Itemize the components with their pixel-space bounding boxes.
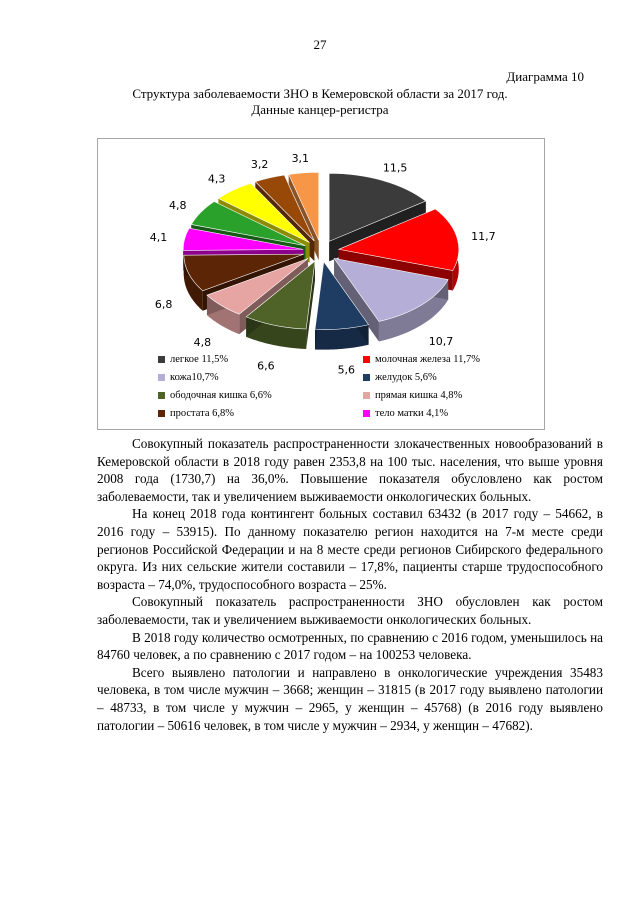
legend-item bbox=[363, 351, 528, 368]
paragraph: Совокупный показатель распространенности злокачественных новообразований в Кемеровской области в 2018 году равен 2353,8 на 100 тыс. населения, что выше уровня 2008 года (1730,7) на 36,0%. Повышение показателя обусловлено как ростом заболеваемости, так и увеличением выживаемости онкологических больных. bbox=[97, 436, 603, 504]
diagram-label: Диаграмма 10 bbox=[506, 69, 584, 84]
legend-swatch bbox=[158, 374, 165, 381]
pie-chart-frame bbox=[97, 138, 545, 430]
legend-swatch bbox=[363, 374, 370, 381]
chart-title-line-2: Данные канцер-регистра bbox=[251, 102, 389, 117]
legend-item bbox=[363, 387, 528, 404]
legend-swatch bbox=[363, 356, 370, 363]
paragraph: На конец 2018 года контингент больных составил 63432 (в 2017 году – 54662, в 2016 году – 53915). По данному показателю регион находится на 7-м месте среди регионов Российской Федерации и на 8 месте среди регионов Сибирского федерального округа. Из них сельские жители составили – 17,8%, пациенты старше трудоспособного возраста – 74,0%, трудоспособного возраста – 25%. bbox=[97, 506, 603, 592]
paragraph: В 2018 году количество осмотренных, по сравнению с 2016 годом, уменьшилось на 84760 человек, а по сравнению с 2017 годом – на 100253 человека. bbox=[97, 629, 603, 663]
legend-item bbox=[158, 405, 363, 422]
pie-data-label: 6,6 bbox=[257, 359, 275, 373]
legend-item bbox=[363, 369, 528, 386]
legend-item bbox=[158, 387, 363, 404]
legend-label: тело матки 4,1% bbox=[375, 408, 449, 419]
legend-swatch bbox=[158, 410, 165, 417]
paragraph: Совокупный показатель распространенности ЗНО обусловлен как ростом заболеваемости, так и увеличением выживаемости онкологических больных. bbox=[97, 594, 603, 627]
legend-swatch bbox=[158, 392, 165, 399]
page-number: 27 bbox=[313, 37, 327, 52]
chart-title-line-1: Структура заболеваемости ЗНО в Кемеровской области за 2017 год. bbox=[132, 86, 508, 101]
pie-data-label: 4,1 bbox=[149, 230, 168, 244]
legend-label: прямая кишка 4,8% bbox=[375, 390, 463, 401]
legend-item bbox=[363, 405, 528, 422]
legend-label: желудок 5,6% bbox=[375, 372, 437, 383]
legend-label: молочная железа 11,7% bbox=[375, 354, 480, 365]
pie-data-label: 3,2 bbox=[250, 158, 269, 172]
body-text bbox=[97, 435, 603, 734]
legend-label: простата 6,8% bbox=[170, 408, 235, 419]
legend-item bbox=[158, 369, 363, 386]
pie-data-label: 3,1 bbox=[291, 151, 310, 165]
pie-data-label: 5,6 bbox=[337, 363, 356, 377]
legend-item bbox=[158, 351, 363, 368]
pie-data-label: 11,7 bbox=[471, 230, 496, 244]
paragraph: Всего выявлено патологии и направлено в онкологические учреждения 35483 человека, в том числе мужчин – 3668; женщин – 31815 (в 2017 году выявлено патологии – 48733, в том числе у мужчин – 2965, у женщин – 45768) (в 2016 году выявлено патологии – 50616 человек, в том числе у мужчин – 2934, у женщин – 47682). bbox=[97, 664, 603, 733]
pie-data-label: 6,8 bbox=[154, 298, 173, 312]
legend-label: кожа10,7% bbox=[170, 372, 219, 383]
chart-legend bbox=[158, 351, 528, 422]
legend-swatch bbox=[363, 410, 370, 417]
legend-swatch bbox=[363, 392, 370, 399]
pie-data-label: 4,8 bbox=[168, 199, 187, 213]
pie-data-label: 10,7 bbox=[428, 335, 454, 349]
legend-swatch bbox=[158, 356, 165, 363]
pie-data-label: 4,8 bbox=[193, 335, 212, 349]
chart-title bbox=[0, 86, 640, 118]
legend-label: ободочная кишка 6,6% bbox=[170, 390, 272, 401]
legend-label: легкое 11,5% bbox=[170, 354, 229, 365]
pie-data-label: 4,3 bbox=[207, 172, 226, 186]
pie-data-label: 11,5 bbox=[382, 161, 408, 175]
